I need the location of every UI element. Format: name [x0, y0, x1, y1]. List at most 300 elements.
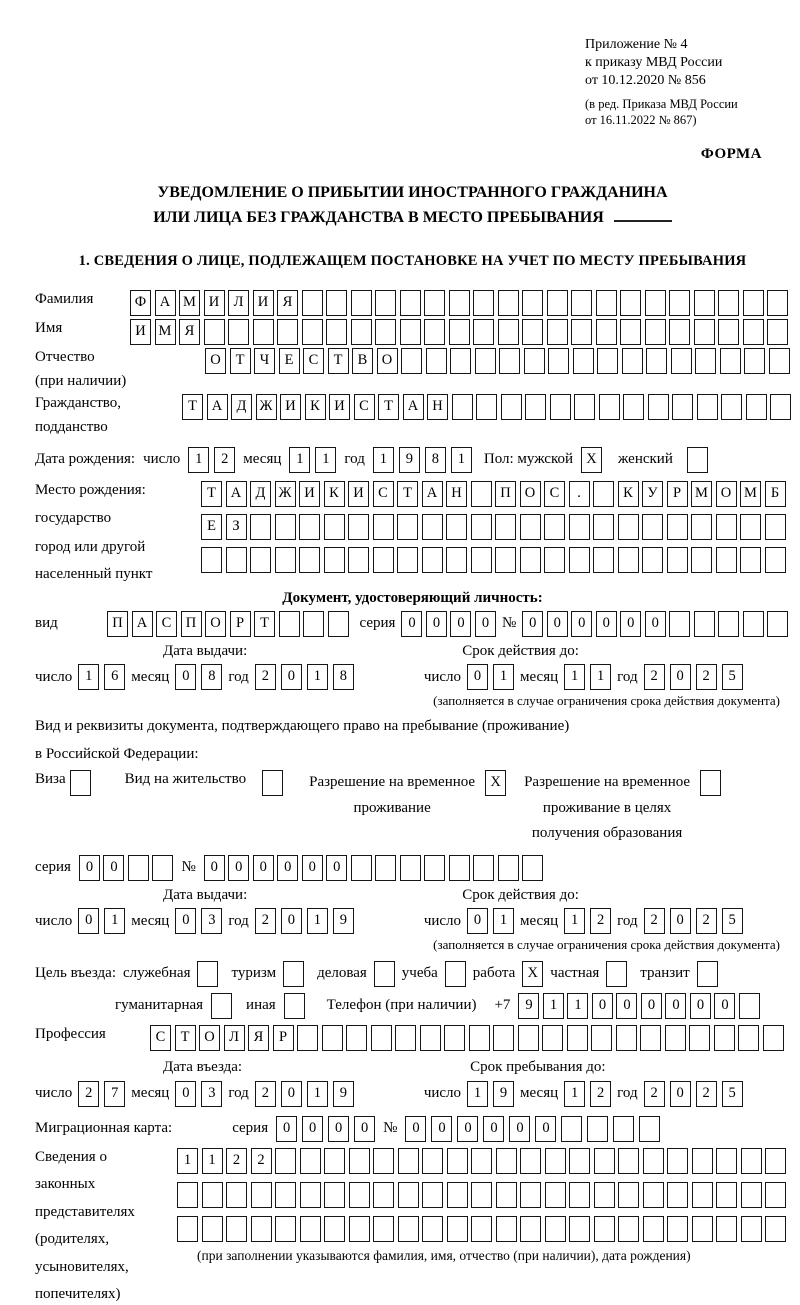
char-cell[interactable]: С — [544, 481, 565, 507]
char-cell[interactable] — [324, 547, 345, 573]
char-cell[interactable] — [743, 290, 764, 316]
char-cell[interactable] — [618, 514, 639, 540]
char-cell[interactable] — [373, 514, 394, 540]
char-cell[interactable]: 0 — [457, 1116, 478, 1142]
checkbox-cell[interactable] — [262, 770, 283, 796]
purpose-tourism-checkbox[interactable] — [283, 961, 304, 987]
char-cell[interactable]: И — [348, 481, 369, 507]
char-cell[interactable] — [721, 394, 742, 420]
char-cell[interactable] — [471, 514, 492, 540]
patronymic-boxes[interactable] — [205, 348, 790, 374]
char-cell[interactable]: М — [740, 481, 761, 507]
char-cell[interactable] — [767, 611, 788, 637]
char-cell[interactable] — [450, 348, 471, 374]
char-cell[interactable] — [645, 319, 666, 345]
char-cell[interactable]: 2 — [696, 664, 717, 690]
char-cell[interactable] — [473, 290, 494, 316]
char-cell[interactable] — [400, 290, 421, 316]
char-cell[interactable] — [520, 1216, 541, 1242]
permit-series-boxes[interactable] — [79, 855, 174, 881]
char-cell[interactable] — [498, 290, 519, 316]
char-cell[interactable] — [349, 1182, 370, 1208]
char-cell[interactable]: 2 — [251, 1148, 272, 1174]
char-cell[interactable] — [251, 1216, 272, 1242]
char-cell[interactable] — [569, 1182, 590, 1208]
char-cell[interactable] — [251, 1182, 272, 1208]
char-cell[interactable]: Е — [201, 514, 222, 540]
char-cell[interactable] — [646, 348, 667, 374]
char-cell[interactable] — [692, 1148, 713, 1174]
char-cell[interactable] — [447, 1148, 468, 1174]
sex-male-checkbox[interactable] — [581, 447, 602, 473]
char-cell[interactable]: О — [716, 481, 737, 507]
char-cell[interactable] — [613, 1116, 634, 1142]
char-cell[interactable]: О — [199, 1025, 220, 1051]
char-cell[interactable] — [373, 1216, 394, 1242]
char-cell[interactable] — [422, 1148, 443, 1174]
char-cell[interactable] — [444, 1025, 465, 1051]
char-cell[interactable] — [740, 514, 761, 540]
char-cell[interactable]: 1 — [493, 908, 514, 934]
char-cell[interactable]: 1 — [307, 1081, 328, 1107]
char-cell[interactable]: У — [642, 481, 663, 507]
char-cell[interactable] — [648, 394, 669, 420]
char-cell[interactable]: 1 — [188, 447, 209, 473]
char-cell[interactable] — [618, 547, 639, 573]
char-cell[interactable] — [324, 514, 345, 540]
char-cell[interactable]: 2 — [255, 1081, 276, 1107]
char-cell[interactable] — [349, 1148, 370, 1174]
char-cell[interactable]: 0 — [405, 1116, 426, 1142]
char-cell[interactable] — [420, 1025, 441, 1051]
char-cell[interactable] — [351, 319, 372, 345]
char-cell[interactable]: 2 — [255, 908, 276, 934]
char-cell[interactable] — [716, 1216, 737, 1242]
checkbox-cell[interactable] — [283, 961, 304, 987]
char-cell[interactable] — [469, 1025, 490, 1051]
char-cell[interactable] — [326, 290, 347, 316]
char-cell[interactable]: 0 — [401, 611, 422, 637]
char-cell[interactable] — [738, 1025, 759, 1051]
char-cell[interactable] — [643, 1148, 664, 1174]
permit-valid-year-boxes[interactable] — [644, 908, 743, 934]
char-cell[interactable] — [128, 855, 149, 881]
char-cell[interactable] — [743, 319, 764, 345]
char-cell[interactable]: О — [205, 348, 226, 374]
char-cell[interactable]: 0 — [328, 1116, 349, 1142]
char-cell[interactable] — [518, 1025, 539, 1051]
char-cell[interactable] — [496, 1148, 517, 1174]
char-cell[interactable] — [567, 1025, 588, 1051]
char-cell[interactable] — [422, 1182, 443, 1208]
char-cell[interactable]: 9 — [399, 447, 420, 473]
char-cell[interactable]: Т — [378, 394, 399, 420]
char-cell[interactable]: Ч — [254, 348, 275, 374]
char-cell[interactable] — [201, 547, 222, 573]
char-cell[interactable]: 0 — [670, 1081, 691, 1107]
char-cell[interactable]: 0 — [426, 611, 447, 637]
char-cell[interactable]: Б — [765, 481, 786, 507]
char-cell[interactable] — [447, 1216, 468, 1242]
doc-issue-year-boxes[interactable] — [255, 664, 354, 690]
char-cell[interactable]: В — [352, 348, 373, 374]
char-cell[interactable]: 0 — [276, 1116, 297, 1142]
char-cell[interactable]: 2 — [696, 1081, 717, 1107]
checkbox-cell[interactable] — [606, 961, 627, 987]
char-cell[interactable] — [574, 394, 595, 420]
checkbox-cell[interactable] — [697, 961, 718, 987]
char-cell[interactable] — [373, 547, 394, 573]
char-cell[interactable] — [449, 855, 470, 881]
char-cell[interactable] — [623, 394, 644, 420]
purpose-work-checkbox[interactable] — [522, 961, 543, 987]
char-cell[interactable]: 0 — [483, 1116, 504, 1142]
char-cell[interactable] — [299, 514, 320, 540]
char-cell[interactable] — [250, 547, 271, 573]
char-cell[interactable]: 0 — [302, 1116, 323, 1142]
phone-boxes[interactable] — [518, 993, 760, 1019]
char-cell[interactable] — [498, 855, 519, 881]
char-cell[interactable] — [587, 1116, 608, 1142]
char-cell[interactable]: И — [299, 481, 320, 507]
purpose-other-checkbox[interactable] — [284, 993, 305, 1019]
char-cell[interactable]: А — [132, 611, 153, 637]
char-cell[interactable]: Р — [667, 481, 688, 507]
char-cell[interactable] — [718, 319, 739, 345]
char-cell[interactable] — [371, 1025, 392, 1051]
char-cell[interactable] — [672, 394, 693, 420]
char-cell[interactable]: Р — [230, 611, 251, 637]
char-cell[interactable] — [544, 547, 565, 573]
char-cell[interactable] — [697, 394, 718, 420]
char-cell[interactable] — [449, 290, 470, 316]
char-cell[interactable]: 0 — [204, 855, 225, 881]
checkbox-cell[interactable]: X — [522, 961, 543, 987]
char-cell[interactable] — [542, 1025, 563, 1051]
char-cell[interactable]: 0 — [509, 1116, 530, 1142]
char-cell[interactable]: 8 — [333, 664, 354, 690]
char-cell[interactable]: 0 — [103, 855, 124, 881]
char-cell[interactable] — [548, 348, 569, 374]
char-cell[interactable] — [522, 319, 543, 345]
char-cell[interactable] — [669, 611, 690, 637]
permit-issue-day-boxes[interactable] — [78, 908, 125, 934]
char-cell[interactable]: 0 — [354, 1116, 375, 1142]
char-cell[interactable] — [716, 1182, 737, 1208]
char-cell[interactable]: К — [305, 394, 326, 420]
char-cell[interactable]: 0 — [79, 855, 100, 881]
char-cell[interactable] — [426, 348, 447, 374]
char-cell[interactable]: Ф — [130, 290, 151, 316]
char-cell[interactable] — [569, 514, 590, 540]
char-cell[interactable]: 0 — [253, 855, 274, 881]
char-cell[interactable] — [495, 514, 516, 540]
birth-year-boxes[interactable] — [373, 447, 472, 473]
char-cell[interactable]: 1 — [315, 447, 336, 473]
entry-year-boxes[interactable] — [255, 1081, 354, 1107]
char-cell[interactable]: . — [569, 481, 590, 507]
checkbox-cell[interactable] — [374, 961, 395, 987]
char-cell[interactable] — [691, 514, 712, 540]
char-cell[interactable] — [302, 319, 323, 345]
char-cell[interactable]: Р — [273, 1025, 294, 1051]
legal-reps-boxes-row3[interactable] — [177, 1216, 786, 1242]
char-cell[interactable] — [202, 1216, 223, 1242]
char-cell[interactable]: Д — [250, 481, 271, 507]
char-cell[interactable] — [594, 1182, 615, 1208]
char-cell[interactable]: 5 — [722, 1081, 743, 1107]
char-cell[interactable]: 0 — [431, 1116, 452, 1142]
char-cell[interactable]: С — [303, 348, 324, 374]
char-cell[interactable]: П — [495, 481, 516, 507]
char-cell[interactable] — [279, 611, 300, 637]
char-cell[interactable] — [593, 547, 614, 573]
char-cell[interactable]: Я — [248, 1025, 269, 1051]
char-cell[interactable] — [743, 611, 764, 637]
char-cell[interactable]: 3 — [201, 908, 222, 934]
char-cell[interactable] — [739, 993, 760, 1019]
char-cell[interactable] — [348, 547, 369, 573]
doc-number-boxes[interactable] — [522, 611, 788, 637]
char-cell[interactable] — [300, 1182, 321, 1208]
char-cell[interactable]: 1 — [451, 447, 472, 473]
char-cell[interactable]: 1 — [493, 664, 514, 690]
char-cell[interactable] — [571, 290, 592, 316]
temp-residence-edu-checkbox[interactable] — [700, 770, 721, 796]
char-cell[interactable]: 2 — [78, 1081, 99, 1107]
sex-female-checkbox[interactable] — [687, 447, 708, 473]
char-cell[interactable]: Я — [179, 319, 200, 345]
char-cell[interactable] — [275, 1216, 296, 1242]
char-cell[interactable] — [520, 1182, 541, 1208]
char-cell[interactable]: 2 — [644, 1081, 665, 1107]
purpose-transit-checkbox[interactable] — [697, 961, 718, 987]
char-cell[interactable] — [446, 547, 467, 573]
char-cell[interactable] — [594, 1148, 615, 1174]
char-cell[interactable] — [328, 611, 349, 637]
char-cell[interactable] — [322, 1025, 343, 1051]
char-cell[interactable] — [324, 1148, 345, 1174]
birth-place-boxes-row3[interactable] — [201, 547, 786, 573]
char-cell[interactable]: 7 — [104, 1081, 125, 1107]
char-cell[interactable]: П — [107, 611, 128, 637]
char-cell[interactable]: С — [354, 394, 375, 420]
char-cell[interactable] — [471, 1216, 492, 1242]
char-cell[interactable] — [397, 547, 418, 573]
doc-issue-day-boxes[interactable] — [78, 664, 125, 690]
char-cell[interactable]: 2 — [644, 664, 665, 690]
char-cell[interactable] — [671, 348, 692, 374]
char-cell[interactable]: 9 — [493, 1081, 514, 1107]
char-cell[interactable]: 0 — [535, 1116, 556, 1142]
char-cell[interactable] — [716, 514, 737, 540]
birth-month-boxes[interactable] — [289, 447, 336, 473]
name-boxes[interactable] — [130, 319, 788, 345]
char-cell[interactable] — [640, 1025, 661, 1051]
char-cell[interactable] — [299, 547, 320, 573]
checkbox-cell[interactable]: X — [581, 447, 602, 473]
char-cell[interactable] — [395, 1025, 416, 1051]
entry-day-boxes[interactable] — [78, 1081, 125, 1107]
char-cell[interactable] — [669, 319, 690, 345]
char-cell[interactable]: 0 — [302, 855, 323, 881]
char-cell[interactable]: 0 — [277, 855, 298, 881]
char-cell[interactable] — [375, 290, 396, 316]
char-cell[interactable] — [763, 1025, 784, 1051]
char-cell[interactable] — [545, 1148, 566, 1174]
char-cell[interactable] — [520, 1148, 541, 1174]
char-cell[interactable] — [398, 1216, 419, 1242]
char-cell[interactable]: 0 — [571, 611, 592, 637]
char-cell[interactable] — [765, 547, 786, 573]
char-cell[interactable] — [665, 1025, 686, 1051]
char-cell[interactable]: М — [179, 290, 200, 316]
char-cell[interactable] — [561, 1116, 582, 1142]
char-cell[interactable]: А — [403, 394, 424, 420]
char-cell[interactable] — [522, 290, 543, 316]
checkbox-cell[interactable] — [445, 961, 466, 987]
citizenship-boxes[interactable] — [182, 394, 791, 420]
char-cell[interactable] — [718, 290, 739, 316]
char-cell[interactable] — [740, 547, 761, 573]
char-cell[interactable] — [667, 1148, 688, 1174]
char-cell[interactable] — [765, 1148, 786, 1174]
doc-valid-month-boxes[interactable] — [564, 664, 611, 690]
char-cell[interactable] — [695, 348, 716, 374]
char-cell[interactable] — [571, 319, 592, 345]
char-cell[interactable]: 0 — [175, 664, 196, 690]
char-cell[interactable]: 1 — [564, 664, 585, 690]
residence-permit-checkbox[interactable] — [262, 770, 283, 796]
char-cell[interactable] — [545, 1182, 566, 1208]
char-cell[interactable] — [349, 1216, 370, 1242]
char-cell[interactable] — [422, 1216, 443, 1242]
mig-number-boxes[interactable] — [405, 1116, 660, 1142]
doc-valid-day-boxes[interactable] — [467, 664, 514, 690]
char-cell[interactable] — [667, 1182, 688, 1208]
char-cell[interactable] — [643, 1182, 664, 1208]
char-cell[interactable]: 2 — [590, 1081, 611, 1107]
char-cell[interactable]: 2 — [644, 908, 665, 934]
char-cell[interactable] — [765, 1216, 786, 1242]
char-cell[interactable]: О — [520, 481, 541, 507]
char-cell[interactable] — [596, 290, 617, 316]
char-cell[interactable]: 0 — [467, 908, 488, 934]
char-cell[interactable]: 0 — [670, 664, 691, 690]
char-cell[interactable] — [476, 394, 497, 420]
permit-number-boxes[interactable] — [204, 855, 544, 881]
char-cell[interactable] — [226, 1216, 247, 1242]
char-cell[interactable] — [297, 1025, 318, 1051]
char-cell[interactable] — [667, 547, 688, 573]
char-cell[interactable]: М — [155, 319, 176, 345]
char-cell[interactable]: Н — [427, 394, 448, 420]
char-cell[interactable]: 9 — [333, 1081, 354, 1107]
char-cell[interactable] — [618, 1182, 639, 1208]
char-cell[interactable] — [620, 319, 641, 345]
char-cell[interactable]: 0 — [690, 993, 711, 1019]
permit-issue-month-boxes[interactable] — [175, 908, 222, 934]
char-cell[interactable] — [300, 1216, 321, 1242]
doc-issue-month-boxes[interactable] — [175, 664, 222, 690]
char-cell[interactable] — [545, 1216, 566, 1242]
char-cell[interactable] — [277, 319, 298, 345]
char-cell[interactable]: К — [324, 481, 345, 507]
char-cell[interactable] — [351, 290, 372, 316]
char-cell[interactable] — [550, 394, 571, 420]
char-cell[interactable] — [152, 855, 173, 881]
char-cell[interactable] — [720, 348, 741, 374]
char-cell[interactable]: 5 — [722, 908, 743, 934]
char-cell[interactable] — [177, 1182, 198, 1208]
char-cell[interactable] — [741, 1216, 762, 1242]
char-cell[interactable] — [446, 514, 467, 540]
char-cell[interactable] — [351, 855, 372, 881]
char-cell[interactable] — [618, 1216, 639, 1242]
char-cell[interactable]: 9 — [518, 993, 539, 1019]
char-cell[interactable] — [718, 611, 739, 637]
char-cell[interactable]: Л — [228, 290, 249, 316]
legal-reps-boxes-row2[interactable] — [177, 1182, 786, 1208]
char-cell[interactable] — [667, 1216, 688, 1242]
char-cell[interactable]: 1 — [590, 664, 611, 690]
char-cell[interactable]: 1 — [564, 1081, 585, 1107]
char-cell[interactable] — [667, 514, 688, 540]
char-cell[interactable]: 0 — [670, 908, 691, 934]
char-cell[interactable]: З — [226, 514, 247, 540]
char-cell[interactable] — [447, 1182, 468, 1208]
char-cell[interactable] — [496, 1216, 517, 1242]
char-cell[interactable]: 8 — [201, 664, 222, 690]
char-cell[interactable]: А — [207, 394, 228, 420]
char-cell[interactable]: Н — [446, 481, 467, 507]
purpose-humanitarian-checkbox[interactable] — [211, 993, 232, 1019]
char-cell[interactable]: 2 — [226, 1148, 247, 1174]
char-cell[interactable]: 6 — [104, 664, 125, 690]
char-cell[interactable] — [597, 348, 618, 374]
char-cell[interactable]: Т — [182, 394, 203, 420]
char-cell[interactable]: И — [253, 290, 274, 316]
char-cell[interactable] — [424, 290, 445, 316]
char-cell[interactable] — [639, 1116, 660, 1142]
temp-residence-checkbox[interactable] — [485, 770, 506, 796]
char-cell[interactable] — [275, 514, 296, 540]
char-cell[interactable] — [275, 547, 296, 573]
char-cell[interactable] — [400, 855, 421, 881]
char-cell[interactable]: 0 — [596, 611, 617, 637]
char-cell[interactable]: 5 — [722, 664, 743, 690]
char-cell[interactable]: Т — [230, 348, 251, 374]
char-cell[interactable]: 0 — [645, 611, 666, 637]
char-cell[interactable]: 3 — [201, 1081, 222, 1107]
char-cell[interactable] — [471, 547, 492, 573]
char-cell[interactable]: 0 — [78, 908, 99, 934]
char-cell[interactable]: 1 — [373, 447, 394, 473]
legal-reps-boxes-row1[interactable] — [177, 1148, 786, 1174]
checkbox-cell[interactable] — [700, 770, 721, 796]
doc-series-boxes[interactable] — [401, 611, 496, 637]
char-cell[interactable] — [397, 514, 418, 540]
char-cell[interactable] — [692, 1216, 713, 1242]
char-cell[interactable] — [620, 290, 641, 316]
char-cell[interactable] — [275, 1182, 296, 1208]
char-cell[interactable]: Ж — [256, 394, 277, 420]
permit-issue-year-boxes[interactable] — [255, 908, 354, 934]
char-cell[interactable] — [741, 1148, 762, 1174]
char-cell[interactable]: С — [156, 611, 177, 637]
char-cell[interactable]: 0 — [592, 993, 613, 1019]
char-cell[interactable]: 2 — [590, 908, 611, 934]
